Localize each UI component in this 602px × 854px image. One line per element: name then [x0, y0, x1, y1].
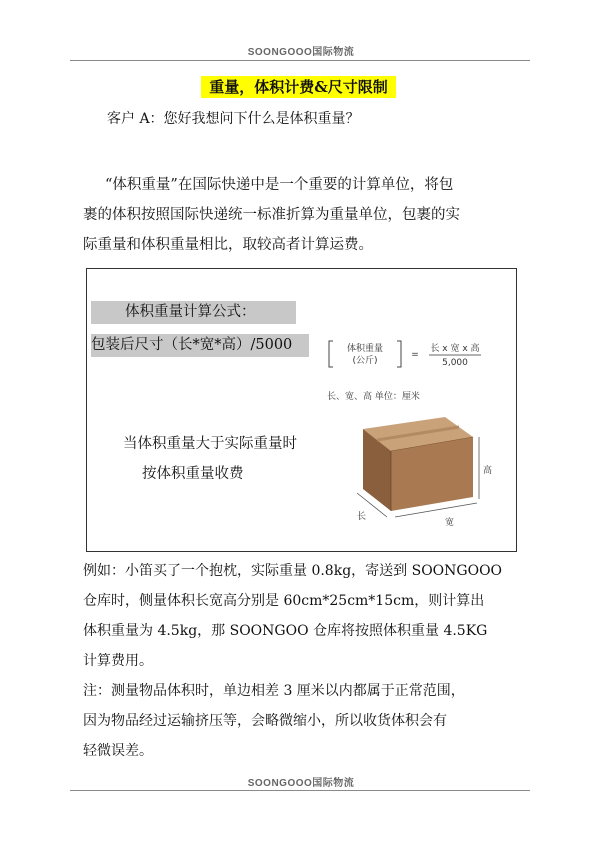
volumetric-weight-figure: [327, 333, 507, 533]
page-header: SOONGOOO国际物流: [247, 47, 355, 58]
formula-box: [86, 268, 517, 552]
note-line-3: 轻微误差。: [83, 743, 153, 759]
page-footer: SOONGOOO国际物流: [247, 778, 355, 789]
example-line-4: 计算费用。: [83, 653, 153, 669]
note-line-2: 因为物品经过运输挤压等，会略微缩小，所以收货体积会有: [83, 713, 447, 729]
right-bracket: [397, 341, 401, 367]
left-bracket: [329, 341, 333, 367]
example-section: [83, 556, 528, 766]
note-line-1: 注：测量物品体积时，单边相差 3 厘米以内都属于正常范围，: [83, 683, 465, 699]
formula-label: 体积重量计算公式：: [91, 301, 296, 324]
intro-paragraph: [83, 170, 523, 260]
width-label: 宽: [445, 518, 455, 528]
intro-line-2: 裹的体积按照国际快递统一标准折算为重量单位，包裹的实: [83, 207, 460, 223]
cardboard-box-icon: [363, 417, 473, 511]
header-rule: [70, 60, 530, 61]
length-label: 长: [357, 512, 367, 522]
height-label: 高: [483, 466, 493, 476]
example-line-1: 例如：小笛买了一个抱枕，实际重量 0.8kg，寄送到 SOONGOOO: [83, 563, 503, 579]
intro-line-1: “体积重量”在国际快递中是一个重要的计算单位，将包: [105, 177, 454, 193]
footer-rule: [70, 790, 530, 791]
customer-question: 客户 A：您好我想问下什么是体积重量？: [107, 111, 360, 127]
figure-equals: =: [411, 350, 419, 360]
figure-denominator: 5,000: [442, 358, 468, 368]
section-title: 重量，体积计费&尺寸限制: [201, 76, 396, 98]
figure-numerator: 长 x 宽 x 高: [430, 344, 480, 354]
example-line-2: 仓库时，侧量体积长宽高分别是 60cm*25cm*15cm，则计算出: [83, 593, 485, 609]
figure-unit-note: 长、宽、高 单位：厘米: [327, 392, 420, 402]
example-line-3: 体积重量为 4.5kg，那 SOONGOO 仓库将按照体积重量 4.5KG: [83, 623, 488, 639]
rule-note-line-2: 按体积重量收费: [142, 466, 244, 482]
figure-weight-label: 体积重量: [346, 344, 384, 354]
rule-note-line-1: 当体积重量大于实际重量时: [123, 436, 297, 452]
formula-text: 包装后尺寸（长*宽*高）/5000: [91, 334, 309, 357]
intro-line-3: 际重量和体积重量相比，取较高者计算运费。: [83, 237, 373, 253]
figure-weight-unit: (公斤): [352, 356, 378, 366]
